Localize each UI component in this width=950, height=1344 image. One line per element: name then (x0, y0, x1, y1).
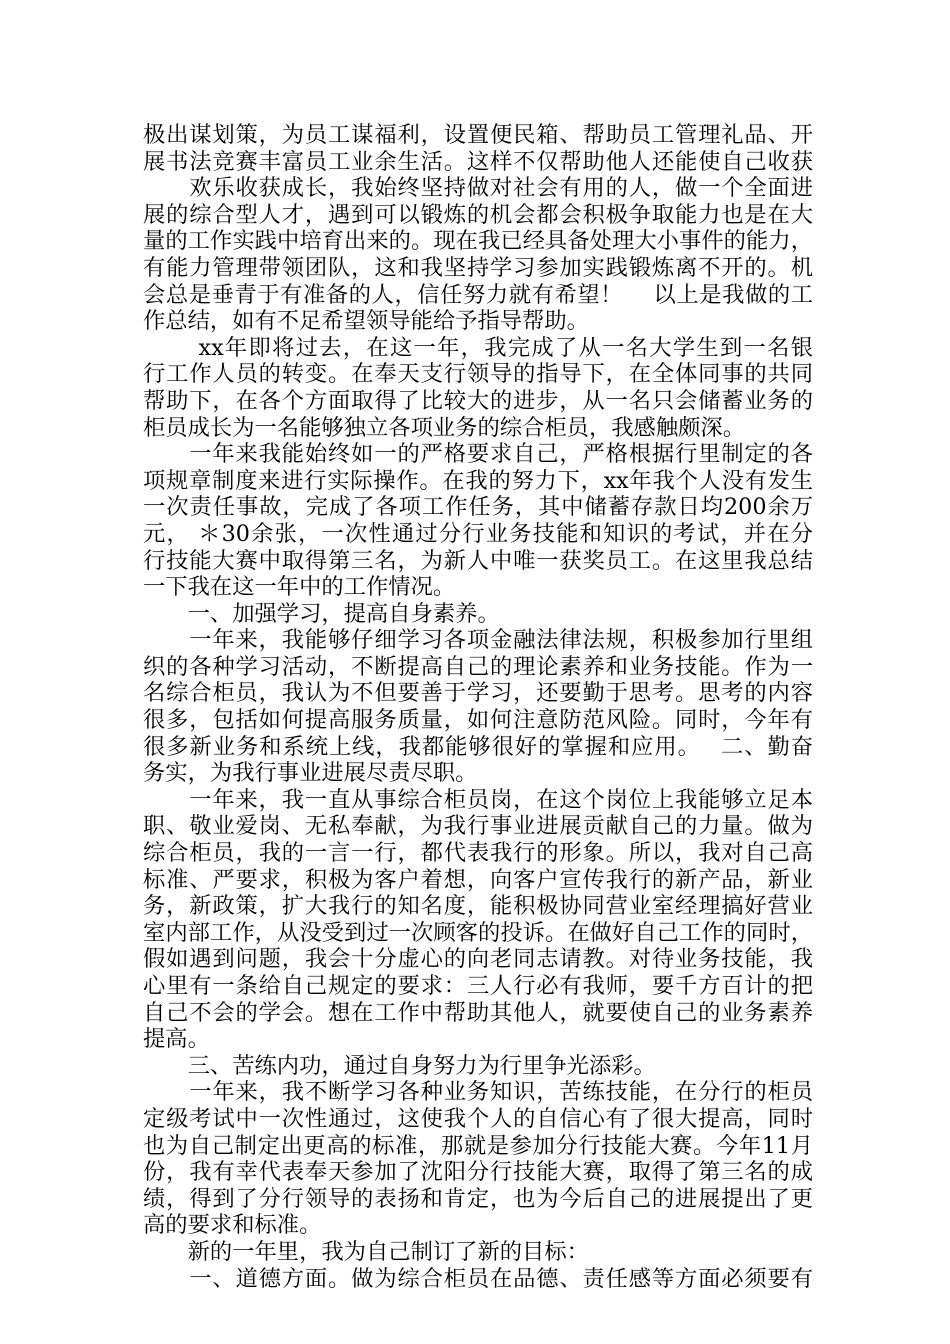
text-line: 一年来，我能够仔细学习各项金融法律法规，积极参加行里组 (143, 627, 813, 654)
text-line: 量的工作实践中培育出来的。现在我已经具备处理大小事件的能力， (143, 228, 813, 255)
text-line: 展的综合型人才，遇到可以锻炼的机会都会积极争取能力也是在大 (143, 201, 813, 228)
text-line: 份，我有幸代表奉天参加了沈阳分行技能大赛，取得了第三名的成 (143, 1159, 813, 1186)
text-line: 元， ＊30余张，一次性通过分行业务技能和知识的考试，并在分 (143, 520, 813, 547)
text-line: 一、加强学习，提高自身素养。 (143, 600, 500, 627)
text-line: 一年来，我不断学习各种业务知识，苦练技能，在分行的柜员 (143, 1079, 813, 1106)
text-line: 综合柜员，我的一言一行，都代表我行的形象。所以，我对自己高 (143, 840, 813, 867)
text-line: 柜员成长为一名能够独立各项业务的综合柜员，我感触颇深。 (143, 414, 746, 441)
text-line: 展书法竞赛丰富员工业余生活。这样不仅帮助他人还能使自己收获 (143, 148, 813, 175)
text-line: 提高。 (143, 1026, 210, 1053)
text-line: 一、道德方面。做为综合柜员在品德、责任感等方面必须要有 (143, 1265, 813, 1292)
text-line: 高的要求和标准。 (143, 1212, 322, 1239)
text-line: 一年来我能始终如一的严格要求自己，严格根据行里制定的各 (143, 441, 813, 468)
text-line: 帮助下，在各个方面取得了比较大的进步，从一名只会储蓄业务的 (143, 387, 813, 414)
text-line: 名综合柜员，我认为不但要善于学习，还要勤于思考。思考的内容 (143, 680, 813, 707)
text-line: 一年来，我一直从事综合柜员岗，在这个岗位上我能够立足本 (143, 786, 813, 813)
text-line: 定级考试中一次性通过，这使我个人的自信心有了很大提高，同时 (143, 1105, 813, 1132)
text-line: 行工作人员的转变。在奉天支行领导的指导下，在全体同事的共同 (143, 361, 813, 388)
text-line: 标准、严要求，积极为客户着想，向客户宣传我行的新产品，新业 (143, 866, 813, 893)
text-line: 作总结，如有不足希望领导能给予指导帮助。 (143, 308, 589, 335)
text-line: 务，新政策，扩大我行的知名度，能积极协同营业室经理搞好营业 (143, 893, 813, 920)
text-line: xx年即将过去，在这一年，我完成了从一名大学生到一名银 (143, 334, 813, 361)
text-line: 心里有一条给自己规定的要求：三人行必有我师，要千方百计的把 (143, 973, 813, 999)
text-line: 自己不会的学会。想在工作中帮助其他人，就要使自己的业务素养 (143, 999, 813, 1026)
text-line: 织的各种学习活动，不断提高自己的理论素养和业务技能。作为一 (143, 653, 813, 680)
text-line: 很多，包括如何提高服务质量，如何注意防范风险。同时，今年有 (143, 707, 813, 734)
text-line: 项规章制度来进行实际操作。在我的努力下，xx年我个人没有发生 (143, 467, 813, 494)
text-line: 一下我在这一年中的工作情况。 (143, 574, 456, 601)
text-line: 假如遇到问题，我会十分虚心的向老同志请教。对待业务技能，我 (143, 946, 813, 973)
text-line: 务实，为我行事业进展尽责尽职。 (143, 760, 478, 787)
text-line: 绩，得到了分行领导的表扬和肯定，也为今后自己的进展提出了更 (143, 1185, 813, 1212)
text-line: 一次责任事故，完成了各项工作任务，其中储蓄存款日均200余万 (143, 494, 813, 521)
text-line: 有能力管理带领团队，这和我坚持学习参加实践锻炼离不开的。机 (143, 254, 813, 281)
text-line: 也为自己制定出更高的标准，那就是参加分行技能大赛。今年11月 (143, 1132, 813, 1159)
text-line: 极出谋划策，为员工谋福利，设置便民箱、帮助员工管理礼品、开 (143, 122, 813, 148)
text-line: 会总是垂青于有准备的人，信任努力就有希望！ 以上是我做的工 (143, 281, 813, 308)
text-line: 职、敬业爱岗、无私奉献，为我行事业进展贡献自己的力量。做为 (143, 813, 813, 840)
text-line: 很多新业务和系统上线，我都能够很好的掌握和应用。 二、勤奋 (143, 733, 813, 760)
text-line: 行技能大赛中取得第三名，为新人中唯一获奖员工。在这里我总结 (143, 547, 813, 574)
text-line: 欢乐收获成长，我始终坚持做对社会有用的人，做一个全面进 (143, 175, 813, 202)
text-line: 新的一年里，我为自己制订了新的目标： (143, 1238, 589, 1265)
text-line: 三、苦练内功，通过自身努力为行里争光添彩。 (143, 1052, 656, 1079)
document-body (143, 122, 813, 1292)
text-line: 室内部工作，从没受到过一次顾客的投诉。在做好自己工作的同时， (143, 919, 813, 946)
